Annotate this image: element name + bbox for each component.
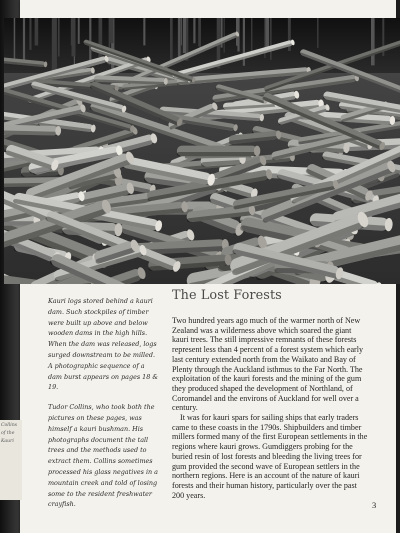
- caption-paragraph-1: Kauri logs stored behind a kauri dam. Such stockpiles of timber were built up above and below wooden dams in the high hills. When the dam was released, logs surged downstream to be milled. A photographic sequence of a dam burst appears on pages 18 & 19.: [48, 297, 159, 392]
- article-body: [172, 316, 368, 500]
- facing-page-caption: Collins of the Kauri: [1, 423, 18, 444]
- caption-paragraph-2: Tudor Collins, who took both the pictures on these pages, was himself a kauri bushman. His photographs document the tall trees and the methods used to extract them. Collins sometimes processed his glass negatives in a mountain creek and told of losing some to the resident freshwater crayfish.: [48, 403, 158, 509]
- photo-caption: [48, 296, 160, 519]
- photo-image: [4, 18, 400, 284]
- article-paragraph-2: It was for kauri spars for sailing ships that early traders came to these coasts in the 1790s. Shipbuilders and timber millers formed many of the first European settlements in the regions where kauri grows. Gumdiggers probing for the buried resin of lost forests and bleeding the living trees for gum provided the second wave of European settlers in the northern regions. Here is an account of the nature of kauri forests and their human history, particularly over the past 200 years.: [172, 413, 368, 500]
- page-number: 3: [372, 500, 377, 510]
- kauri-logs-photo: [4, 18, 400, 284]
- article-title: The Lost Forests: [172, 288, 282, 303]
- article-paragraph-1: Two hundred years ago much of the warmer north of New Zealand was a wilderness above which soared the giant kauri trees. The still impressive remnants of these forests represent less than 4 percent of a forest system which early last century extended north from the Waikato and Bay of Plenty through the Auckland isthmus to the Far North. The exploitation of the kauri forests and the mining of the gum they produced shaped the development of Northland, of Coromandel and the environs of Auckland for well over a century.: [172, 316, 364, 413]
